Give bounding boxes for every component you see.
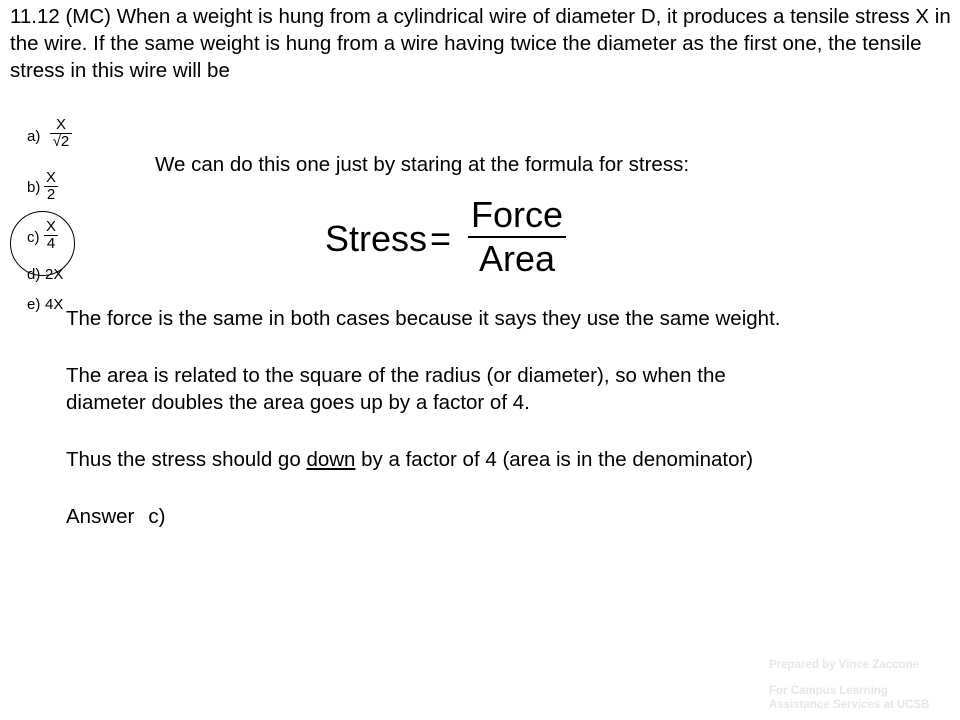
formula-denominator: Area xyxy=(478,237,556,279)
option-a-label: a) xyxy=(27,128,41,145)
option-e-value: 4X xyxy=(45,296,64,313)
formula-numerator: Force xyxy=(470,194,564,235)
footer-org-line-2: Assistance Services at UCSB xyxy=(769,699,930,711)
option-b-label: b) xyxy=(27,179,41,196)
answer-label: Answer xyxy=(66,505,135,528)
option-c-label: c) xyxy=(27,229,40,246)
footer-org-line-1: For Campus Learning xyxy=(769,685,888,697)
selected-answer-circle xyxy=(10,211,75,276)
formula-equals: = xyxy=(430,218,452,259)
paragraph-3-after: by a factor of 4 (area is in the denominator) xyxy=(355,448,754,471)
footer-credit: Prepared by Vince Zaccone xyxy=(769,659,919,671)
option-c-denominator: 4 xyxy=(46,235,56,252)
option-d-value: 2X xyxy=(45,266,64,283)
paragraph-3-before: Thus the stress should go xyxy=(66,448,307,471)
explanation-paragraph-2-line-2: diameter doubles the area goes up by a factor of 4. xyxy=(66,391,530,414)
option-b-fraction xyxy=(44,170,58,203)
formula-lhs: Stress xyxy=(325,218,428,259)
intro-text: We can do this one just by staring at the formula for stress: xyxy=(155,153,690,176)
answer-line xyxy=(66,503,165,530)
option-c-fraction xyxy=(44,219,58,252)
option-e-label: e) xyxy=(27,296,41,313)
explanation-paragraph-3 xyxy=(66,446,753,473)
answer-value: c) xyxy=(148,505,166,528)
explanation-paragraph-2-line-1: The area is related to the square of the radius (or diameter), so when the xyxy=(66,364,726,387)
formula-fraction xyxy=(468,196,566,278)
option-b-denominator: 2 xyxy=(46,186,56,203)
option-a-denominator: √2 xyxy=(52,133,70,150)
explanation-paragraph-1: The force is the same in both cases because it says they use the same weight. xyxy=(66,307,781,330)
option-b-numerator: X xyxy=(45,169,56,186)
emphasis-down: down xyxy=(306,448,356,471)
option-c-numerator: X xyxy=(45,218,56,235)
question-text: 11.12 (MC) When a weight is hung from a cylindrical wire of diameter D, it produces a tensile stress X in the wire. If the same weight is hung from a wire having twice the diameter as the first one, the tensile stress in this wire will be xyxy=(10,5,951,82)
option-d-label: d) xyxy=(27,266,41,283)
option-a-fraction xyxy=(50,117,72,150)
option-a-numerator: X xyxy=(55,116,66,133)
